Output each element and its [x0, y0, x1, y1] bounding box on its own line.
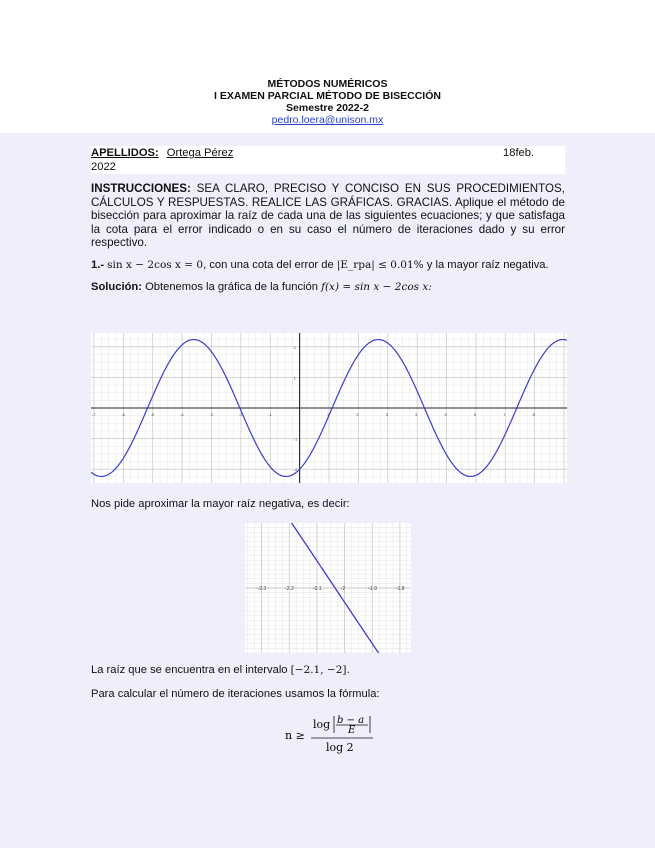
apellidos-label: APELLIDOS:: [91, 147, 159, 159]
root-interval-text: La raíz que se encuentra en el intervalo: [91, 664, 288, 676]
formula-den: E: [348, 725, 356, 736]
formula-lhs: n ≥: [285, 729, 305, 742]
x-tick-label: -2: [238, 412, 243, 417]
solution-text: Obtenemos la gráfica de la función: [145, 280, 318, 293]
x-tick-label: -4: [180, 412, 184, 417]
instructions-text: SEA CLARO, PRECISO Y CONCISO EN SUS PROCEDIMIENTOS, CÁLCULOS Y RESPUESTAS. REALICE LAS GRÁFICAS. GRACIAS. Aplique el método de bisección para aproximar la raíz de cada una de las siguientes ecuaciones; y que satisfaga la cota para el error indicado o en su caso el número de iteraciones dado y su error respectivo.: [91, 182, 565, 250]
x-tick-label: -2: [340, 586, 346, 592]
exam-title: I EXAMEN PARCIAL MÉTODO DE BISECCIÓN: [214, 90, 441, 102]
student-name: Ortega Pérez: [166, 147, 234, 159]
root-interval-value: [−2.1, −2].: [290, 664, 350, 676]
root-interval-line: [91, 664, 350, 676]
function-graph: [91, 333, 567, 483]
x-tick-label: 8: [532, 412, 535, 417]
document-title: MÉTODOS NUMÉRICOS: [267, 78, 388, 90]
document-header: [0, 78, 655, 126]
problem-text-end: y la mayor raíz negativa.: [426, 258, 549, 271]
x-tick-label: 4: [415, 412, 418, 417]
formula-log: log: [313, 718, 331, 731]
x-tick-label: -2.3: [257, 586, 267, 592]
zoom-graph: [245, 523, 411, 653]
x-tick-label: -1.9: [368, 586, 377, 592]
instructions-label: INSTRUCCIONES:: [91, 182, 191, 195]
x-tick-label: -6: [121, 412, 125, 417]
x-tick-label: -1.8: [395, 586, 405, 592]
function-graph-svg: [91, 333, 567, 483]
x-tick-label: -5: [150, 412, 155, 417]
solution-function: f(x) = sin x − 2cos x:: [321, 280, 432, 293]
largest-negative-root-text: Nos pide aproximar la mayor raíz negativa, es decir:: [91, 498, 350, 510]
instructions: [91, 182, 565, 250]
formula-denominator: log 2: [326, 741, 354, 754]
x-tick-label: 7: [503, 412, 506, 417]
x-tick-label: 3: [385, 412, 388, 417]
y-tick-label: 2: [293, 344, 296, 350]
y-tick-label: -2: [293, 467, 298, 473]
formula-num: b − a: [337, 715, 365, 726]
x-tick-label: 1: [327, 412, 330, 417]
zoom-graph-svg: [245, 523, 411, 653]
x-tick-label: 5: [444, 412, 447, 417]
exam-date: 18feb.: [503, 147, 535, 159]
x-tick-label: -2.2: [285, 586, 294, 592]
x-tick-label: -2.1: [312, 586, 322, 592]
problem-equation: sin x − 2cos x = 0: [107, 258, 204, 271]
problem-1: [91, 258, 565, 272]
x-tick-label: -1: [268, 412, 272, 417]
exam-year: 2022: [91, 161, 116, 173]
x-tick-label: -3: [209, 412, 214, 417]
x-tick-label: -7: [91, 412, 96, 417]
exam-body: [91, 146, 565, 294]
y-tick-label: 1: [293, 375, 296, 381]
problem-text-mid: , con una cota del error de: [203, 258, 334, 271]
problem-number: 1.-: [91, 258, 105, 271]
x-tick-label: 2: [356, 412, 359, 417]
y-tick-label: -1: [293, 436, 298, 442]
solution-line: [91, 280, 565, 294]
iterations-formula: [285, 711, 405, 757]
formula-intro: Para calcular el número de iteraciones usamos la fórmula:: [91, 688, 380, 700]
x-tick-label: 6: [473, 412, 477, 417]
email-link[interactable]: pedro.loera@unison.mx: [271, 114, 384, 126]
student-line: [91, 146, 565, 174]
error-bound: |E_rpa| ≤ 0.01%: [336, 258, 424, 271]
semester: Semestre 2022-2: [286, 102, 369, 114]
solution-label: Solución:: [91, 280, 142, 293]
